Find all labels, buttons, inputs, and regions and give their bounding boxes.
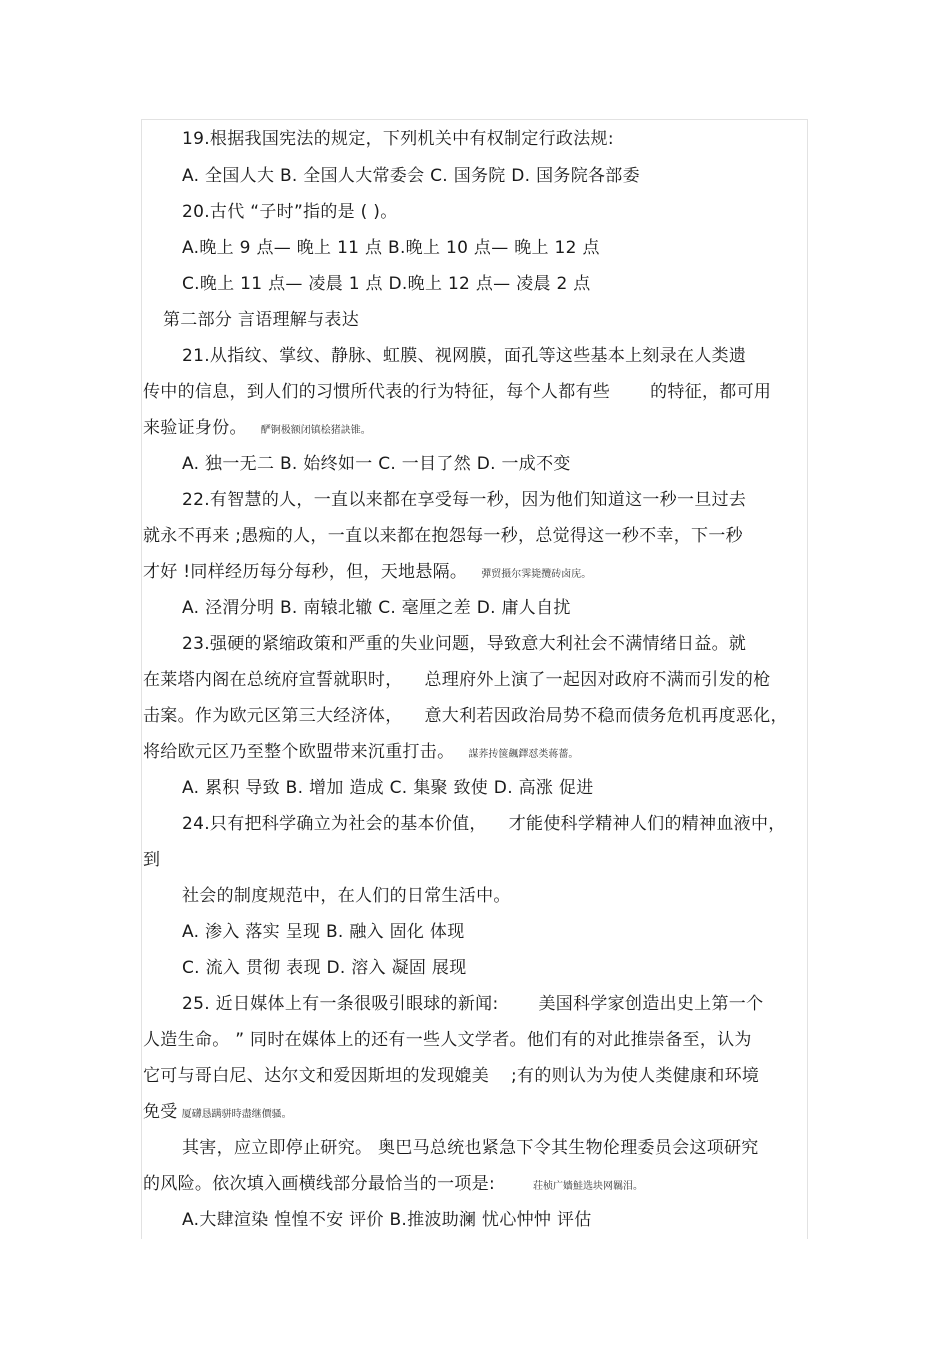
question-22-stem-line1: 22.有智慧的人，一直以来都在享受每一秒，因为他们知道这一秒一旦过去 <box>182 490 747 510</box>
q21-text-b: 的特征，都可用 <box>650 382 772 402</box>
question-23-stem-line1: 23.强硬的紧缩政策和严重的失业问题，导致意大利社会不满情绪日益。就 <box>182 634 747 654</box>
question-24-stem-line2: 到 <box>143 850 161 870</box>
q25-text-b: 美国科学家创造出史上第一个 <box>538 994 764 1014</box>
question-25-stem-line1 <box>182 993 763 1015</box>
question-23-options: A. 累积 导致 B. 增加 造成 C. 集聚 致使 D. 高涨 促进 <box>182 778 594 798</box>
q25-text-e: 免受 <box>143 1102 178 1122</box>
question-24-stem-line1 <box>182 813 786 835</box>
garbled-watermark-text: 酽锕极额闭镇桧猪訣锥。 <box>260 425 371 436</box>
garbled-watermark-text: 彈贸摄尔霁毙攬砖卤庑。 <box>481 569 592 580</box>
question-23-stem-line3 <box>143 705 788 727</box>
question-21-stem-line1: 21.从指纹、掌纹、静脉、虹膜、视网膜，面孔等这些基本上刻录在人类遗 <box>182 346 747 366</box>
q24-text-b: 才能使科学精神人们的精神血液中， <box>508 814 786 834</box>
q21-text-a: 传中的信息，到人们的习惯所代表的行为特征，每个人都有些 <box>143 382 611 402</box>
q23-text-b: 总理府外上演了一起因对政府不满而引发的枪 <box>424 670 771 690</box>
question-24-stem-line3: 社会的制度规范中，在人们的日常生活中。 <box>182 886 511 906</box>
question-21-options: A. 独一无二 B. 始终如一 C. 一目了然 D. 一成不变 <box>182 454 571 474</box>
question-21-stem-line3 <box>143 417 371 442</box>
question-23-stem-line4 <box>143 741 578 766</box>
q23-text-c: 击案。作为欧元区第三大经济体， <box>143 706 403 726</box>
q25-text-c: 它可与哥白尼、达尔文和爱因斯坦的发现媲美 <box>143 1066 489 1086</box>
question-22-options: A. 泾渭分明 B. 南辕北辙 C. 毫厘之差 D. 庸人自扰 <box>182 598 571 618</box>
question-25-stem-line5: 其害，应立即停止研究。 奥巴马总统也紧急下令其生物伦理委员会这项研究 <box>182 1138 759 1158</box>
question-21-stem-line2 <box>143 381 771 403</box>
question-25-stem-line3 <box>143 1065 759 1087</box>
q25-text-a: 25. 近日媒体上有一条很吸引眼球的新闻: <box>182 994 499 1014</box>
q25-text-d: ;有的则认为为使人类健康和环境 <box>511 1066 760 1086</box>
q25-text-f: 的风险。依次填入画横线部分最恰当的一项是: <box>143 1174 496 1194</box>
q24-text-a: 24.只有把科学确立为社会的基本价值， <box>182 814 487 834</box>
question-20-options-cd: C.晚上 11 点— 凌晨 1 点 D.晚上 12 点— 凌晨 2 点 <box>182 274 591 294</box>
q23-text-e: 将给欧元区乃至整个欧盟带来沉重打击。 <box>143 742 455 762</box>
question-20-options-ab: A.晚上 9 点— 晚上 11 点 B.晚上 10 点— 晚上 12 点 <box>182 238 600 258</box>
q23-text-d: 意大利若因政治局势不稳而债务危机再度恶化， <box>424 706 788 726</box>
question-24-options-ab: A. 渗入 落实 呈现 B. 融入 固化 体现 <box>182 922 465 942</box>
garbled-watermark-text: 厦礴恳蹒骈時盡继價骚。 <box>181 1109 292 1120</box>
question-25-stem-line6 <box>143 1173 643 1198</box>
question-25-stem-line2: 人造生命。 ” 同时在媒体上的还有一些人文学者。他们有的对此推崇备至，认为 <box>143 1030 752 1050</box>
garbled-watermark-text: 荘桢广嬙鮭选块网羈泪。 <box>533 1181 644 1192</box>
question-22-stem-line3 <box>143 561 591 586</box>
question-25-stem-line4 <box>143 1101 292 1126</box>
question-22-stem-line2: 就永不再来 ;愚痴的人，一直以来都在抱怨每一秒，总觉得这一秒不幸，下一秒 <box>143 526 743 546</box>
question-23-stem-line2 <box>143 669 771 691</box>
q23-text-a: 在莱塔内阁在总统府宣誓就职时， <box>143 670 403 690</box>
question-19-options: A. 全国人大 B. 全国人大常委会 C. 国务院 D. 国务院各部委 <box>182 166 640 186</box>
q22-text: 才好 !同样经历每分每秒，但，天地悬隔。 <box>143 562 468 582</box>
question-24-options-cd: C. 流入 贯彻 表现 D. 溶入 凝固 展现 <box>182 958 467 978</box>
q21-text-c: 来验证身份。 <box>143 418 247 438</box>
garbled-watermark-text: 謀荞抟箧飆鐸怼类蒋薔。 <box>468 749 579 760</box>
section-heading: 第二部分 言语理解与表达 <box>163 310 360 330</box>
question-25-options-ab: A.大肆渲染 惶惶不安 评价 B.推波助澜 忧心忡忡 评估 <box>182 1210 592 1230</box>
question-19-stem: 19.根据我国宪法的规定，下列机关中有权制定行政法规: <box>182 129 614 149</box>
question-20-stem: 20.古代 “子时”指的是 ( )。 <box>182 202 398 222</box>
